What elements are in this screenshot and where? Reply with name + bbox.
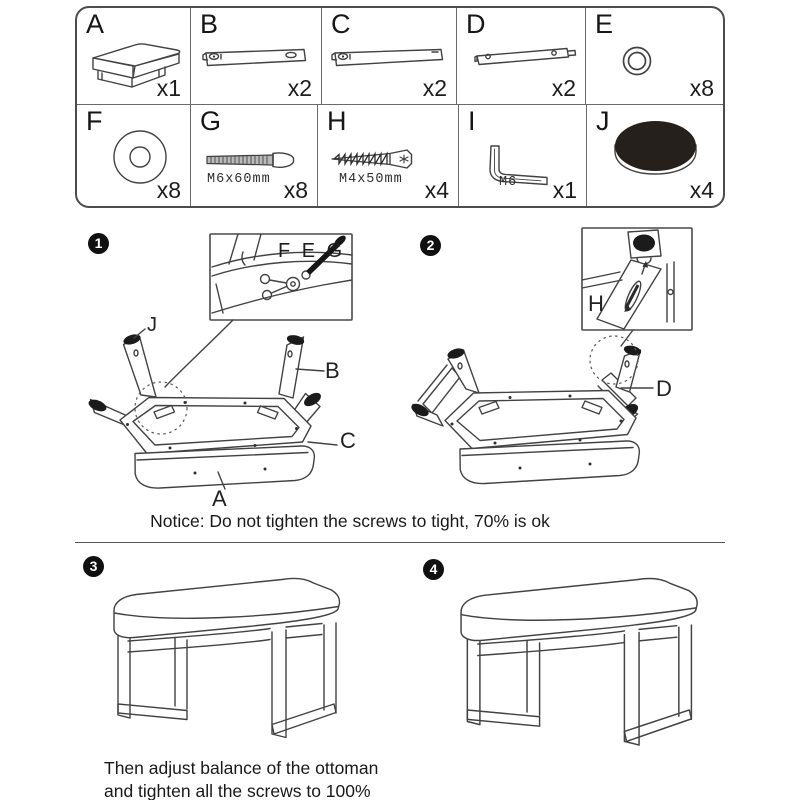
part-cell-b xyxy=(191,8,322,104)
rail-c-icon xyxy=(328,46,446,68)
part-letter: E xyxy=(595,9,614,39)
step2-frame xyxy=(409,336,653,484)
part-count: x1 xyxy=(156,75,181,101)
label-c: C xyxy=(340,428,356,453)
parts-row-1 xyxy=(77,8,723,105)
part-spec: M6x60mm xyxy=(207,172,271,187)
part-count: x2 xyxy=(422,75,447,101)
part-count: x4 xyxy=(689,177,714,203)
part-cell-c xyxy=(322,8,457,104)
part-spec: M6 xyxy=(499,175,518,190)
step1-frame xyxy=(87,329,337,489)
part-count: x2 xyxy=(287,75,312,101)
step-3-number: 3 xyxy=(89,558,98,574)
part-letter: A xyxy=(86,9,105,39)
screw-icon xyxy=(328,147,420,171)
footer-instructions xyxy=(104,757,378,800)
footer-line-1: Then adjust balance of the ottoman xyxy=(104,758,379,778)
bolt-icon xyxy=(203,147,299,173)
part-count: x1 xyxy=(552,177,577,203)
part-letter: F xyxy=(86,106,103,136)
footer-line-2: and tighten all the screws to 100% xyxy=(104,781,371,800)
part-letter: H xyxy=(327,106,347,136)
part-letter: D xyxy=(466,9,486,39)
part-cell-d xyxy=(457,8,586,104)
part-count: x4 xyxy=(424,177,449,203)
stretcher-d-icon xyxy=(471,44,579,70)
notice-text: Notice: Do not tighten the screws to tight, 70% is ok xyxy=(150,511,550,531)
part-count: x8 xyxy=(689,75,714,101)
rail-b-icon xyxy=(199,46,309,68)
step-3-badge xyxy=(83,556,104,577)
part-letter: I xyxy=(468,106,476,136)
step4-bench-drawing xyxy=(440,577,702,755)
part-cell-i xyxy=(459,105,587,206)
step-4-number: 4 xyxy=(429,561,438,577)
part-letter: B xyxy=(200,9,219,39)
part-letter: G xyxy=(200,106,222,136)
part-letter: J xyxy=(596,106,610,136)
label-d: D xyxy=(656,376,672,401)
callout-1-label: F E G xyxy=(278,240,346,262)
label-a: A xyxy=(212,486,227,511)
part-cell-j xyxy=(587,105,723,206)
part-count: x2 xyxy=(551,75,576,101)
part-count: x8 xyxy=(156,177,181,203)
parts-row-2 xyxy=(77,105,723,206)
step-2-number: 2 xyxy=(426,237,435,253)
foot-pad-icon xyxy=(609,117,703,183)
steps-1-2-drawing xyxy=(75,222,725,537)
part-spec: M4x50mm xyxy=(339,172,403,187)
ring-washer-icon xyxy=(614,38,660,84)
label-h: H xyxy=(588,291,604,316)
part-cell-e xyxy=(586,8,723,104)
part-cell-f xyxy=(77,105,191,206)
step3-bench-drawing xyxy=(98,577,348,747)
part-letter: C xyxy=(331,9,351,39)
part-cell-h xyxy=(318,105,459,206)
section-divider xyxy=(75,542,725,543)
step-1-number: 1 xyxy=(94,235,103,251)
part-cell-a xyxy=(77,8,191,104)
label-j: J xyxy=(147,314,157,336)
part-count: x8 xyxy=(283,177,308,203)
parts-table xyxy=(75,6,725,208)
part-cell-g xyxy=(191,105,318,206)
label-b: B xyxy=(325,358,340,383)
